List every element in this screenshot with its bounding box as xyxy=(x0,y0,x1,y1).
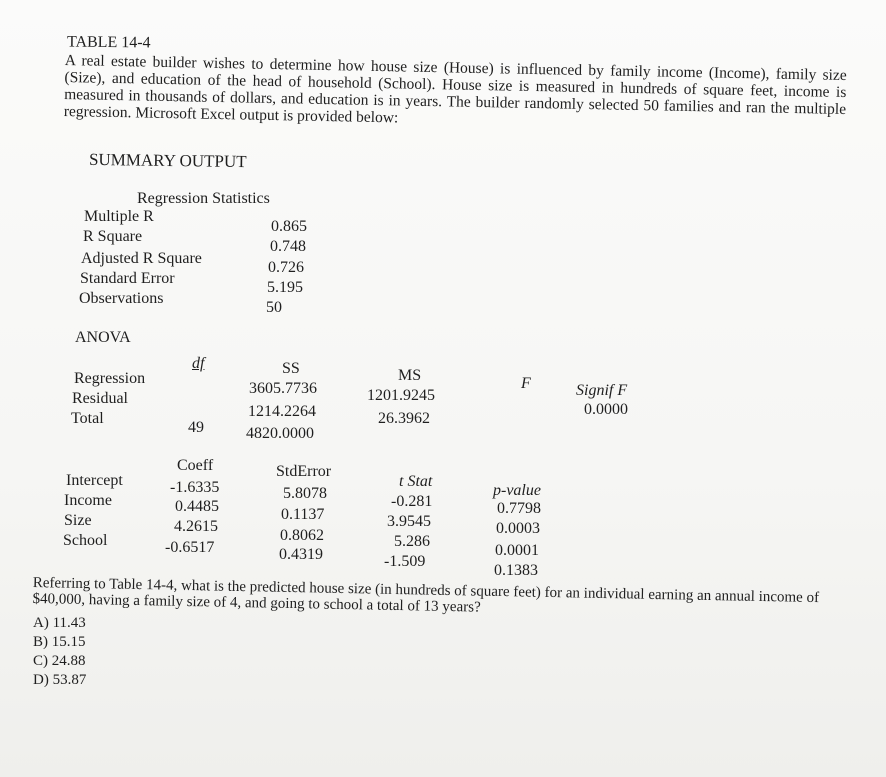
coef-header-coeff: Coeff xyxy=(177,457,214,474)
coef-income-t-stat: 3.9545 xyxy=(387,513,431,530)
anova-regression-ss: 3605.7736 xyxy=(249,380,317,397)
anova-residual-ms: 26.3962 xyxy=(378,410,430,427)
choice-d: D) 53.87 xyxy=(33,672,87,688)
anova-header-signif-f: Signif F xyxy=(576,382,628,399)
coef-income-stderror: 0.1137 xyxy=(281,506,325,523)
anova-header-f: F xyxy=(521,375,531,392)
coef-size-p-value: 0.0001 xyxy=(495,542,539,559)
stat-label-standard-error: Standard Error xyxy=(80,270,175,287)
coef-row-label-size: Size xyxy=(64,512,92,529)
summary-title: SUMMARY OUTPUT xyxy=(88,149,247,172)
anova-row-label-total: Total xyxy=(71,410,104,427)
stat-label-multiple-r: Multiple R xyxy=(84,208,154,225)
coef-row-label-intercept: Intercept xyxy=(66,472,123,489)
coef-size-coeff: 4.2615 xyxy=(174,518,218,535)
coef-intercept-stderror: 5.8078 xyxy=(283,485,327,502)
coef-header-stderror: StdError xyxy=(276,463,332,480)
coef-school-t-stat: -1.509 xyxy=(384,553,426,570)
stat-value-r-square: 0.748 xyxy=(270,238,306,255)
anova-total-df: 49 xyxy=(188,419,204,436)
coef-header-t-stat: t Stat xyxy=(399,473,433,490)
intro-paragraph: A real estate builder wishes to determine how house size (House) is influenced by family income (Income), family size (Size), and education of the head of household (School). House size is measured in hundreds of square feet, income is measured in thousands of dollars, and education is in years. The builder randomly selected 50 families and ran the multiple regression. Microsoft Excel output is provided below: xyxy=(63,52,847,127)
anova-header-ms: MS xyxy=(398,367,422,384)
coef-school-coeff: -0.6517 xyxy=(165,539,215,556)
coef-size-stderror: 0.8062 xyxy=(280,527,324,544)
stat-value-observations: 50 xyxy=(266,299,282,316)
choice-c: C) 24.88 xyxy=(33,653,86,669)
choice-a: A) 11.43 xyxy=(33,615,86,631)
coef-intercept-t-stat: -0.281 xyxy=(391,493,433,510)
anova-regression-ms: 1201.9245 xyxy=(367,387,435,404)
coef-intercept-p-value: 0.7798 xyxy=(497,500,541,517)
coef-income-p-value: 0.0003 xyxy=(496,520,540,537)
anova-header-df: df xyxy=(192,355,205,372)
coef-school-stderror: 0.4319 xyxy=(279,546,323,563)
anova-regression-signif-f: 0.0000 xyxy=(584,401,628,418)
choice-b: B) 15.15 xyxy=(33,634,86,650)
coef-header-p-value: p-value xyxy=(493,482,541,499)
coef-row-label-school: School xyxy=(63,532,108,549)
anova-row-label-residual: Residual xyxy=(72,390,128,407)
stat-label-adjusted-r-square: Adjusted R Square xyxy=(81,250,202,267)
anova-row-label-regression: Regression xyxy=(74,370,146,387)
table-label: TABLE 14-4 xyxy=(66,33,151,52)
stat-label-observations: Observations xyxy=(79,290,164,307)
anova-total-ss: 4820.0000 xyxy=(246,425,314,442)
stat-value-standard-error: 5.195 xyxy=(267,279,303,296)
stat-label-r-square: R Square xyxy=(83,228,143,245)
coef-intercept-coeff: -1.6335 xyxy=(170,479,220,496)
stat-value-adjusted-r-square: 0.726 xyxy=(268,259,304,276)
coef-school-p-value: 0.1383 xyxy=(494,562,538,579)
anova-header-ss: SS xyxy=(282,360,300,377)
stat-value-multiple-r: 0.865 xyxy=(271,218,307,235)
anova-residual-ss: 1214.2264 xyxy=(248,403,316,420)
coef-income-coeff: 0.4485 xyxy=(175,498,219,515)
coef-row-label-income: Income xyxy=(64,492,112,509)
question-text: Referring to Table 14-4, what is the predicted house size (in hundreds of square feet) for an individual earning an annual income of $40,000, having a family size of 4, and going to school a total of 13 years? xyxy=(32,575,820,616)
coef-size-t-stat: 5.286 xyxy=(394,533,430,550)
anova-title: ANOVA xyxy=(75,329,131,346)
regression-statistics-heading: Regression Statistics xyxy=(137,190,270,207)
